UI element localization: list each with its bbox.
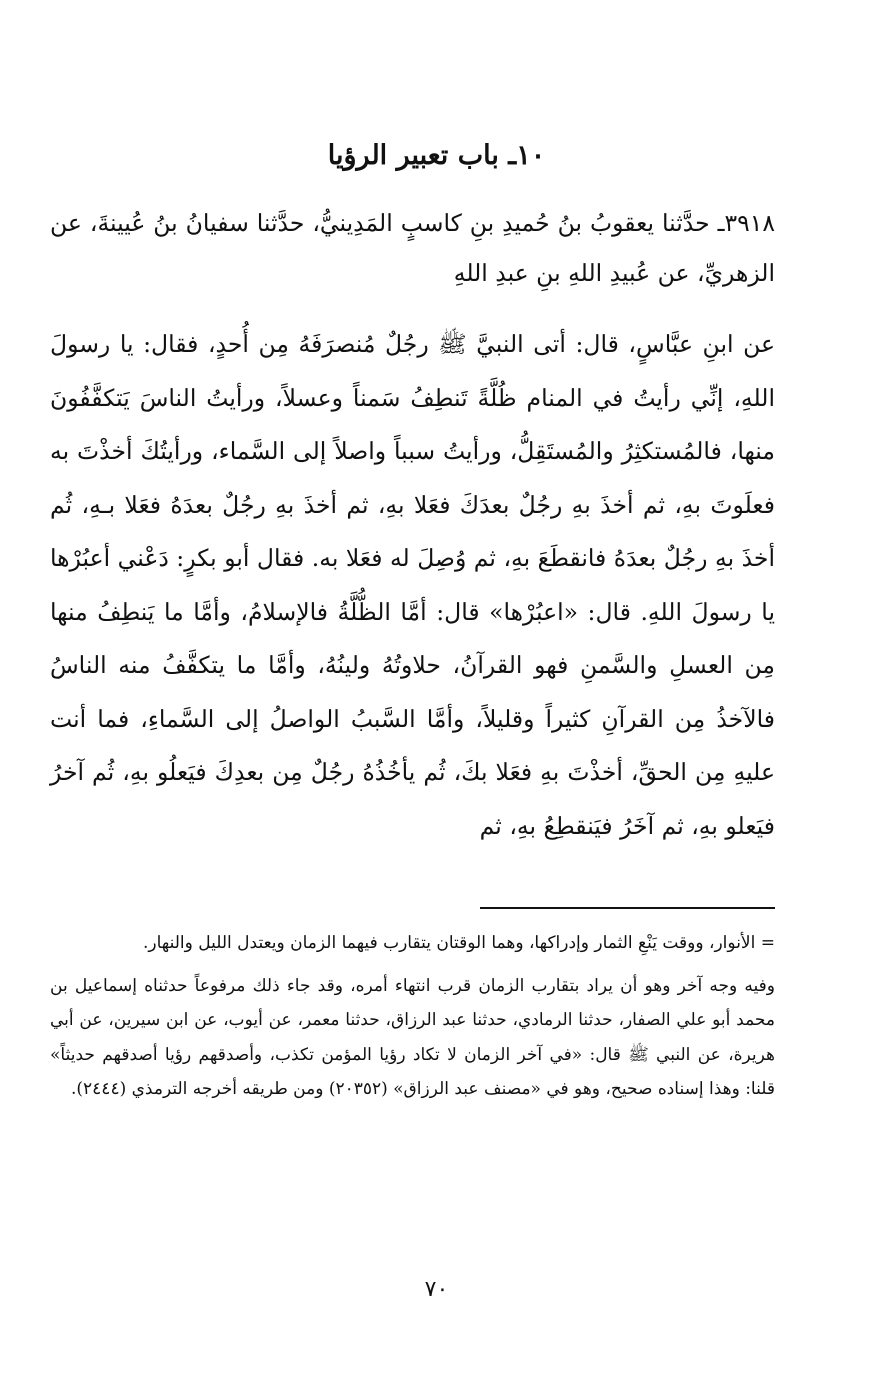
page-number: ٧٠: [424, 1277, 449, 1302]
hadith-matn: عن ابنِ عبَّاسٍ، قال: أتى النبيَّ ﷺ رجُلٌ مُنصرَفَهُ مِن أُحدٍ، فقال: يا رسولَ اللهِ، إنِّي رأيتُ في المنام ظُلَّةً تَنطِفُ سَمناً وعسلاً، ورأيتُ الناسَ يَتكفَّفُونَ منها، فالمُستكثِرُ والمُستَقِلُّ، ورأيتُ سبباً واصلاً إلى السَّماء، ورأيتُكَ أخذْتَ به فعلَوتَ بهِ، ثم أخذَ بهِ رجُلٌ بعدَكَ فعَلا بهِ، ثم أخذَ بهِ رجُلٌ بعدَهُ فعَلا بـهِ، ثُم أخذَ بهِ رجُلٌ بعدَهُ فانقطَعَ بهِ، ثم وُصِلَ له فعَلا به. فقال أبو بكرٍ: دَعْني أعبُرْها يا رسولَ اللهِ. قال: «اعبُرْها» قال: أمَّا الظُّلَّةُ فالإسلامُ، وأمَّا ما يَنطِفُ منها مِن العسلِ والسَّمنِ فهو القرآنُ، حلاوتُهُ ولينُهُ، وأمَّا ما يتكفَّفُ منه الناسُ فالآخذُ مِن القرآنِ كثيراً وقليلاً، وأمَّا السَّببُ الواصلُ إلى السَّماءِ، فما أنت عليهِ مِن الحقِّ، أخذْتَ بهِ فعَلا بكَ، ثُم يأخُذُهُ رجُلٌ مِن بعدِكَ فيَعلُو بهِ، ثُم آخرُ فيَعلو بهِ، ثم آخَرُ فيَنقطِعُ بهِ، ثم: [50, 330, 775, 840]
footnote-continuation: = الأنوار، ووقت يَنْعِ الثمار وإدراكها، وهما الوقتان يتقارب فيهما الزمان ويعتدل الليل والنهار.: [142, 933, 775, 953]
footnote-paragraph: وفيه وجه آخر وهو أن يراد بتقارب الزمان قرب انتهاء أمره، وقد جاء ذلك مرفوعاً حدثناه إسماعيل بن محمد أبو علي الصفار، حدثنا الرمادي، حدثنا عبد الرزاق، حدثنا معمر، عن أيوب، عن ابن سيرين، عن أبي هريرة، عن النبي ﷺ قال: «في آخر الزمان لا تكاد رؤيا المؤمن تكذب، وأصدقهم رؤيا أصدقهم حديثاً» قلنا: وهذا إسناده صحيح، وهو في «مصنف عبد الرزاق» (٢٠٣٥٢) ومن طريقه أخرجه الترمذي (٢٤٤٤).: [50, 975, 775, 1099]
chapter-title: ١٠ـ باب تعبير الرؤيا: [327, 140, 546, 171]
footnote-divider: [480, 907, 775, 909]
footnotes: [50, 926, 775, 1107]
hadith-isnad: ٣٩١٨ـ حدَّثنا يعقوبُ بنُ حُميدِ بنِ كاسبٍ المَدِينيُّ، حدَّثنا سفيانُ بنُ عُيينةَ، عن الزهريِّ، عن عُبيدِ اللهِ بنِ عبدِ اللهِ: [50, 209, 775, 287]
